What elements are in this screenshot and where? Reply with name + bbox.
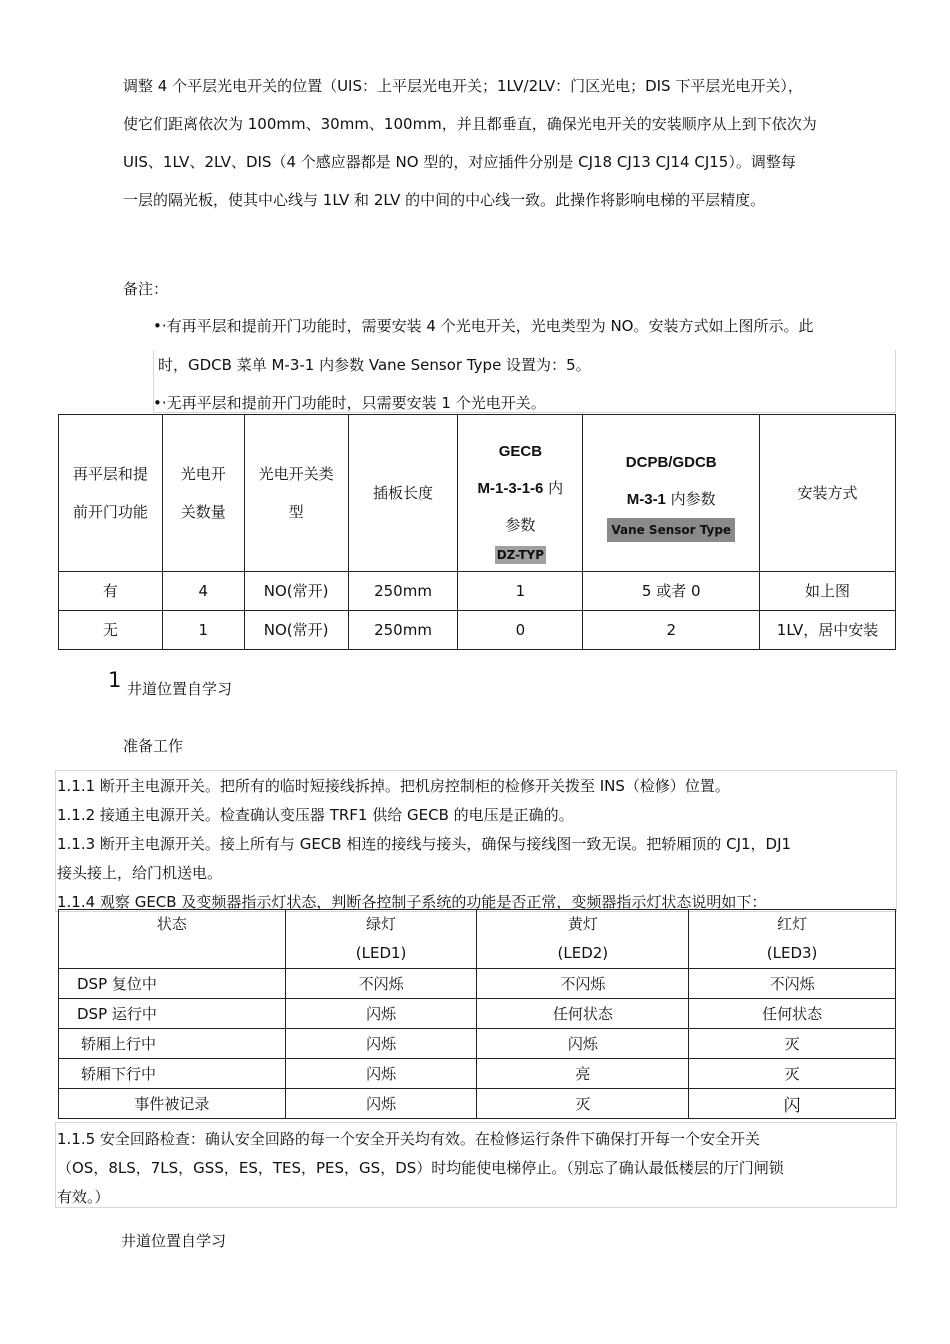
section-number: 1 — [108, 668, 122, 692]
step-1-1-5a: 1.1.5 安全回路检查：确认安全回路的每一个安全开关均有效。在检修运行条件下确保打开每一个安全开关 — [57, 1130, 760, 1148]
intro-paragraph — [123, 67, 893, 219]
note-item-2: •·无再平层和提前开门功能时，只需要安装 1 个光电开关。 — [153, 394, 546, 412]
intro-line-3: UIS、1LV、2LV、DIS（4 个感应器都是 NO 型的，对应插件分别是 CJ18 CJ13 CJ14 CJ15）。调整每 — [123, 153, 796, 171]
table-row: 轿厢上行中 闪烁 闪烁 灭 — [59, 1029, 896, 1059]
col-header-type: 光电开关类 型 — [244, 415, 348, 572]
section-title: 井道位置自学习 — [127, 680, 233, 698]
intro-line-1: 调整 4 个平层光电开关的位置（UIS：上平层光电开关；1LV/2LV：门区光电；DIS 下平层光电开关）， — [123, 77, 803, 95]
table-header-row — [59, 910, 896, 969]
step-1-1-5b: （OS，8LS，7LS，GSS，ES，TES，PES，GS，DS）时均能使电梯停止。（别忘了确认最低楼层的厅门闸锁 — [57, 1159, 784, 1177]
table-row: 轿厢下行中 闪烁 亮 灭 — [59, 1059, 896, 1089]
footer-title: 井道位置自学习 — [121, 1232, 227, 1250]
col-header-red: 红灯 (LED3) — [689, 910, 896, 969]
step-1-1-3a: 1.1.3 断开主电源开关。接上所有与 GECB 相连的接线与接头，确保与接线图一致无误。把轿厢顶的 CJ1，DJ1 — [57, 835, 792, 853]
col-header-dcpb: DCPB/GDCB M-3-1 内参数 Vane Sensor Type — [583, 415, 760, 572]
col-header-yellow: 黄灯 (LED2) — [477, 910, 689, 969]
col-header-green: 绿灯 (LED1) — [285, 910, 477, 969]
table-row: 有 4 NO(常开) 250mm 1 5 或者 0 如上图 — [59, 572, 896, 611]
note-label: 备注： — [123, 280, 169, 298]
note-item-1a: •·有再平层和提前开门功能时，需要安装 4 个光电开关，光电类型为 NO。安装方式如上图所示。此 — [153, 317, 814, 335]
dz-typ-label: DZ-TYP — [496, 547, 545, 562]
table-row: 事件被记录 闪烁 灭 闪 — [59, 1089, 896, 1119]
col-header-state: 状态 — [59, 910, 286, 969]
step-1-1-5c: 有效。） — [57, 1188, 110, 1206]
col-header-install: 安装方式 — [760, 415, 896, 572]
note-item-1b: 时，GDCB 菜单 M-3-1 内参数 Vane Sensor Type 设置为：5。 — [158, 356, 591, 374]
prep-title: 准备工作 — [123, 737, 184, 755]
col-header-gecb: GECB M-1-3-1-6 内 参数 DZ-TYP — [458, 415, 583, 572]
led-status-table — [58, 909, 896, 1119]
col-header-function: 再平层和提 前开门功能 — [59, 415, 163, 572]
step-1-1-3b: 接头接上，给门机送电。 — [57, 864, 223, 882]
table-row: 无 1 NO(常开) 250mm 0 2 1LV，居中安装 — [59, 611, 896, 650]
sensor-config-table — [58, 414, 896, 650]
col-header-count: 光电开 关数量 — [162, 415, 244, 572]
step-1-1-1: 1.1.1 断开主电源开关。把所有的临时短接线拆掉。把机房控制柜的检修开关拨至 INS（检修）位置。 — [57, 777, 730, 795]
intro-line-4: 一层的隔光板，使其中心线与 1LV 和 2LV 的中间的中心线一致。此操作将影响电梯的平层精度。 — [123, 191, 766, 209]
step-1-1-2: 1.1.2 接通主电源开关。检查确认变压器 TRF1 供给 GECB 的电压是正确的。 — [57, 806, 574, 824]
col-header-length: 插板长度 — [348, 415, 458, 572]
vane-sensor-label: Vane Sensor Type — [607, 518, 735, 542]
table-row: DSP 运行中 闪烁 任何状态 任何状态 — [59, 999, 896, 1029]
table-header-row — [59, 415, 896, 572]
table-row: DSP 复位中 不闪烁 不闪烁 不闪烁 — [59, 969, 896, 999]
intro-line-2: 使它们距离依次为 100mm、30mm、100mm，并且都垂直，确保光电开关的安装顺序从上到下依次为 — [123, 115, 817, 133]
step-1-1-4: 1.1.4 观察 GECB 及变频器指示灯状态，判断各控制子系统的功能是否正常，变频器指示灯状态说明如下： — [57, 893, 767, 911]
